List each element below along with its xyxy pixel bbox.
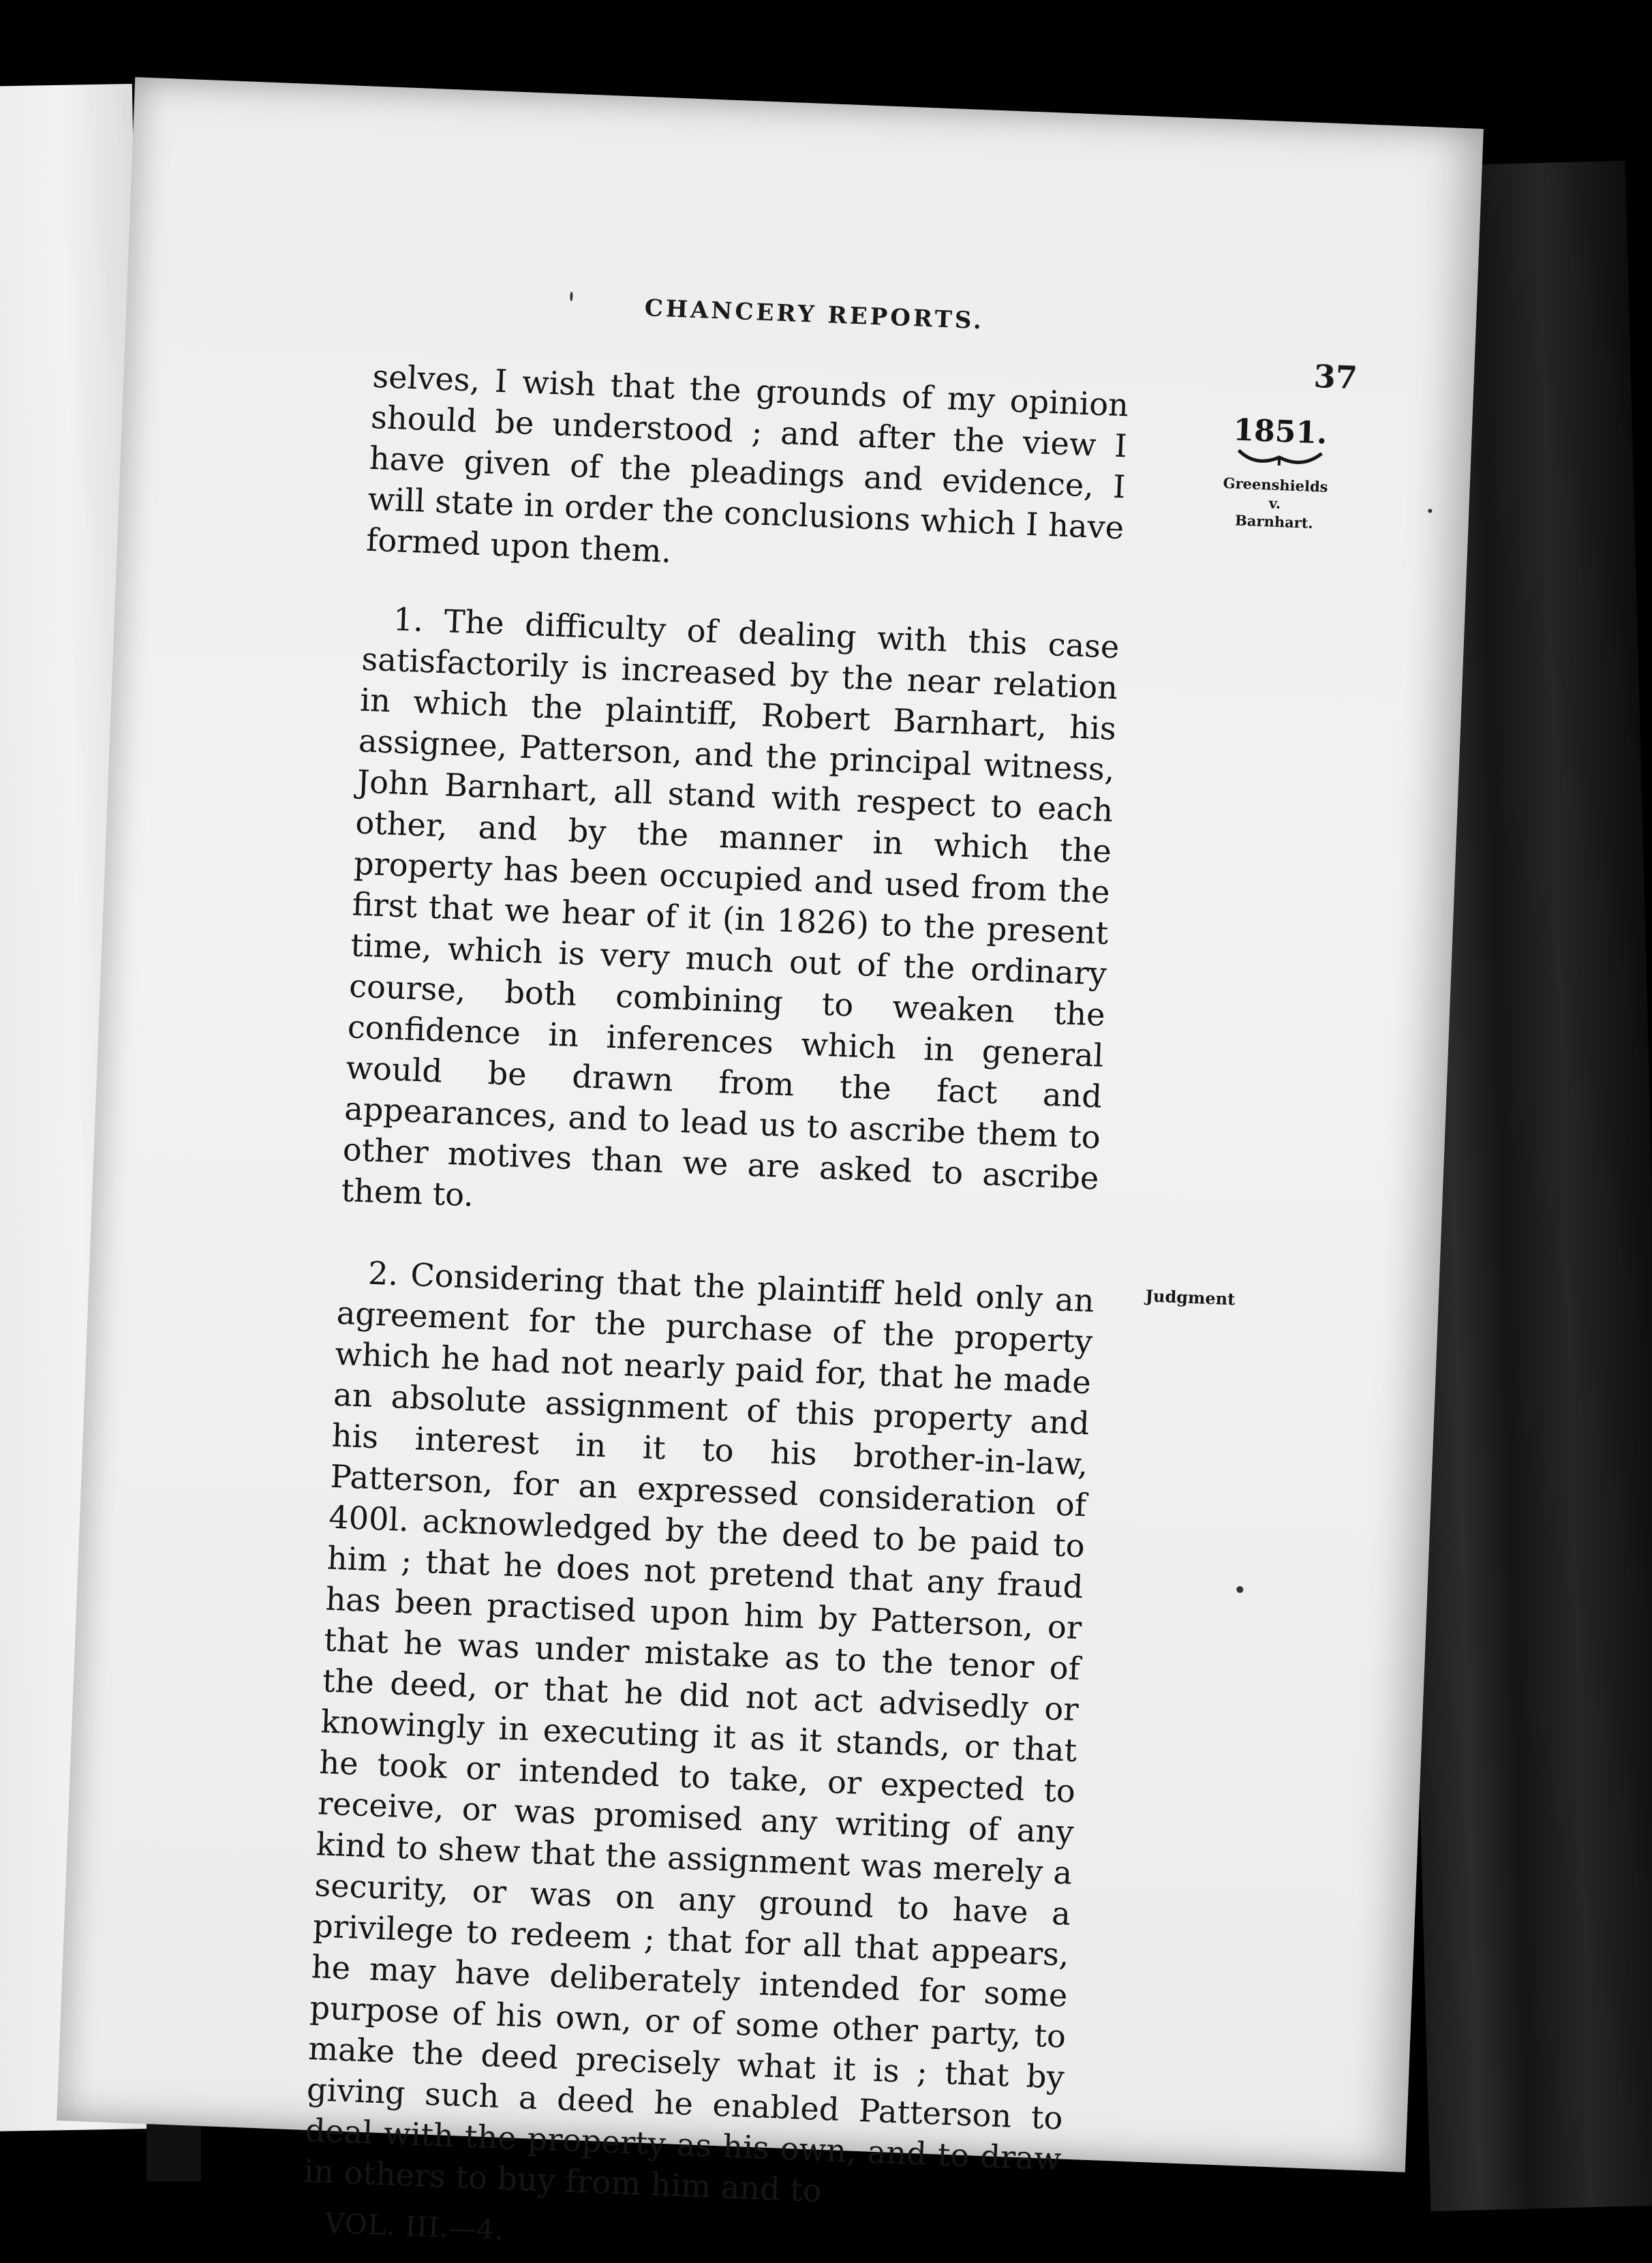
margin-year: 1851. [1232,412,1328,451]
margin-judgment-label: Judgment [1145,1286,1236,1309]
margin-case-title [1206,473,1344,534]
case-versus: v. [1268,494,1281,513]
dust-speck [1428,508,1432,513]
dust-speck [1236,1586,1243,1593]
running-head: CHANCERY REPORTS. [644,294,985,335]
book-page [57,77,1484,2247]
page-number: 37 [1313,357,1358,397]
brace-ornament [1235,444,1324,474]
volume-signature: VOL. III.—4. [324,2208,505,2247]
paragraph-1: 1. The difficulty of dealing with this case satisfactorily is increased by the near relation in which the plaintiff, Robert Barnhart, his assignee, Patterson, and the principal witness, John Barnhart, all stand with respect to each other, and by the manner in which the property has been occupied and used from the first that we hear of it (in 1826) to the present time, which is very much out of the ordinary course, both combining to weaken the confidence in inferences which in general would be drawn from the fact and appearances, and to lead us to ascribe them to other motives than we are asked to ascribe them to. [340,601,1120,1214]
case-plaintiff: Greenshields [1223,474,1328,496]
paragraph-continuation: selves, I wish that the grounds of my opinion should be understood ; and after the view I have given of the pleadings and evidence, I will state in order the conclusions which I have formed upon them. [365,357,1129,570]
case-defendant: Barnhart. [1234,511,1314,532]
paragraph-2: 2. Considering that the plaintiff held only an agreement for the purchase of the property which he had not nearly paid for, that he made an absolute assignment of this property and his interest in it to his brother-in-law, Patterson, for an expressed consideration of 400l. acknowledged by the deed to be paid to him ; that he does not pretend that any fraud has been practised upon him by Patterson, or that he was under mistake as to the tenor of the deed, or that he did not act advisedly or knowingly in executing it as it stands, or that he took or intended to take, or expected to receive, or was promised any writing of any kind to shew that the assignment was merely a security, or was on any ground to have a privilege to redeem ; that for all that appears, he may have deliberately intended for some purpose of his own, or of some other party, to make the deed precisely what it is ; that by giving such a deed he enabled Patterson to deal with the property as his own, and to draw in others to buy from him and to [303,1254,1095,2210]
dust-speck [570,292,573,301]
body-text [301,356,1130,2263]
